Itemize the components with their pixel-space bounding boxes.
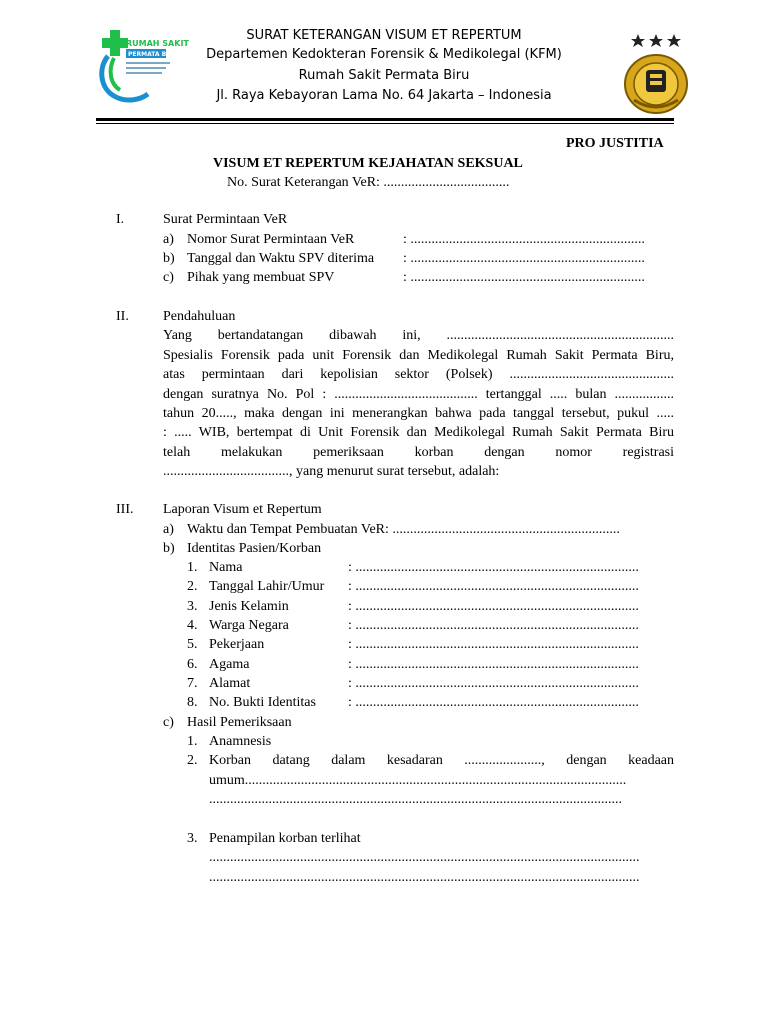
identity-label: No. Bukti Identitas — [209, 695, 316, 710]
letterhead-address: Jl. Raya Kebayoran Lama No. 64 Jakarta – Indonesia — [216, 88, 552, 103]
identity-number: 8. — [187, 695, 198, 710]
letterhead-department: Departemen Kedokteran Forensik & Medikolegal (KFM) — [206, 47, 562, 62]
s2-paragraph-line: atas permintaan dari kepolisian sektor (Polsek) ............................................... — [163, 367, 674, 382]
identity-number: 7. — [187, 676, 198, 691]
s3-item-b-marker: b) — [163, 541, 175, 556]
s1-item-c-label: Pihak yang membuat SPV — [187, 270, 335, 285]
s3-item-a-marker: a) — [163, 522, 174, 537]
identity-number: 3. — [187, 599, 198, 614]
identity-label: Tanggal Lahir/Umur — [209, 579, 325, 594]
s2-paragraph-line: Yang bertandatangan dibawah ini, ................................................................. — [163, 328, 674, 343]
s2-paragraph-line: tahun 20....., maka dengan ini menerangkan bahwa pada tanggal tersebut, pukul ..... — [163, 406, 674, 421]
identity-value: : ................................................................................. — [348, 657, 639, 672]
section-1-number: I. — [116, 212, 125, 227]
section-3-number: III. — [116, 502, 134, 517]
exam-item-number: 1. — [187, 734, 198, 749]
document-title: VISUM ET REPERTUM KEJAHATAN SEKSUAL — [213, 156, 523, 171]
identity-value: : ................................................................................. — [348, 695, 639, 710]
exam-item-number: 3. — [187, 831, 198, 846]
identity-value: : ................................................................................. — [348, 599, 639, 614]
exam-item-number: 2. — [187, 753, 198, 768]
s3-item-a-text: Waktu dan Tempat Pembuatan VeR: ................................................................. — [187, 522, 620, 537]
s3-item-c-title: Hasil Pemeriksaan — [187, 715, 292, 730]
identity-number: 1. — [187, 560, 198, 575]
s1-item-a-value: : ................................................................... — [403, 232, 645, 247]
exam-fill-line: ........................................................................................................................... — [209, 850, 640, 865]
s2-paragraph-line: ...................................., yang menurut surat tersebut, adalah: — [163, 464, 500, 479]
s1-item-a-marker: a) — [163, 232, 174, 247]
letterhead-hospital: Rumah Sakit Permata Biru — [298, 68, 470, 83]
section-2-title: Pendahuluan — [163, 309, 236, 324]
exam-item-appearance: Penampilan korban terlihat — [209, 831, 361, 846]
identity-label: Agama — [209, 657, 250, 672]
identity-number: 5. — [187, 637, 198, 652]
identity-label: Pekerjaan — [209, 637, 265, 652]
s3-item-c-marker: c) — [163, 715, 174, 730]
s2-paragraph-line: dengan suratnya No. Pol : ......................................... tertanggal ..... bulan ................. — [163, 387, 674, 402]
s1-item-c-marker: c) — [163, 270, 174, 285]
identity-number: 2. — [187, 579, 198, 594]
exam-fill-line: umum............................................................................................................. — [209, 773, 627, 788]
identity-label: Jenis Kelamin — [209, 599, 289, 614]
exam-fill-line: ........................................................................................................................... — [209, 870, 640, 885]
document-number-line: No. Surat Keterangan VeR: .................................... — [227, 175, 510, 190]
section-1-title: Surat Permintaan VeR — [163, 212, 288, 227]
s1-item-a-label: Nomor Surat Permintaan VeR — [187, 232, 355, 247]
logo-text-line2: PERMATA BIRU — [128, 51, 178, 58]
identity-number: 4. — [187, 618, 198, 633]
identity-value: : ................................................................................. — [348, 618, 639, 633]
identity-label: Warga Negara — [209, 618, 289, 633]
s1-item-b-marker: b) — [163, 251, 175, 266]
pro-justitia: PRO JUSTITIA — [566, 136, 664, 151]
identity-value: : ................................................................................. — [348, 637, 639, 652]
logo-text-line1: RUMAH SAKIT — [126, 39, 189, 48]
exam-fill-line: ...................................................................................................................... — [209, 792, 622, 807]
section-2-number: II. — [116, 309, 129, 324]
exam-item-anamnesis: Anamnesis — [209, 734, 272, 749]
identity-label: Alamat — [209, 676, 251, 691]
identity-number: 6. — [187, 657, 198, 672]
header-divider-thick — [96, 118, 674, 121]
s2-paragraph-line: Spesialis Forensik pada unit Forensik dan Medikolegal Rumah Sakit Permata Biru, — [163, 348, 674, 363]
s3-item-b-title: Identitas Pasien/Korban — [187, 541, 322, 556]
header-divider-thin — [96, 123, 674, 124]
letterhead-title: SURAT KETERANGAN VISUM ET REPERTUM — [246, 28, 522, 43]
s1-item-b-label: Tanggal dan Waktu SPV diterima — [187, 251, 375, 266]
identity-value: : ................................................................................. — [348, 579, 639, 594]
exam-item-consciousness: Korban datang dalam kesadaran ......................, dengan keadaan — [209, 753, 674, 768]
section-3-title: Laporan Visum et Repertum — [163, 502, 322, 517]
s2-paragraph-line: telah melakukan pemeriksaan korban dengan nomor registrasi — [163, 445, 674, 460]
s1-item-c-value: : ................................................................... — [403, 270, 645, 285]
s2-paragraph-line: : ..... WIB, bertempat di Unit Forensik dan Medikolegal Rumah Sakit Permata Biru — [163, 425, 674, 440]
identity-label: Nama — [209, 560, 243, 575]
s1-item-b-value: : ................................................................... — [403, 251, 645, 266]
identity-value: : ................................................................................. — [348, 560, 639, 575]
identity-value: : ................................................................................. — [348, 676, 639, 691]
